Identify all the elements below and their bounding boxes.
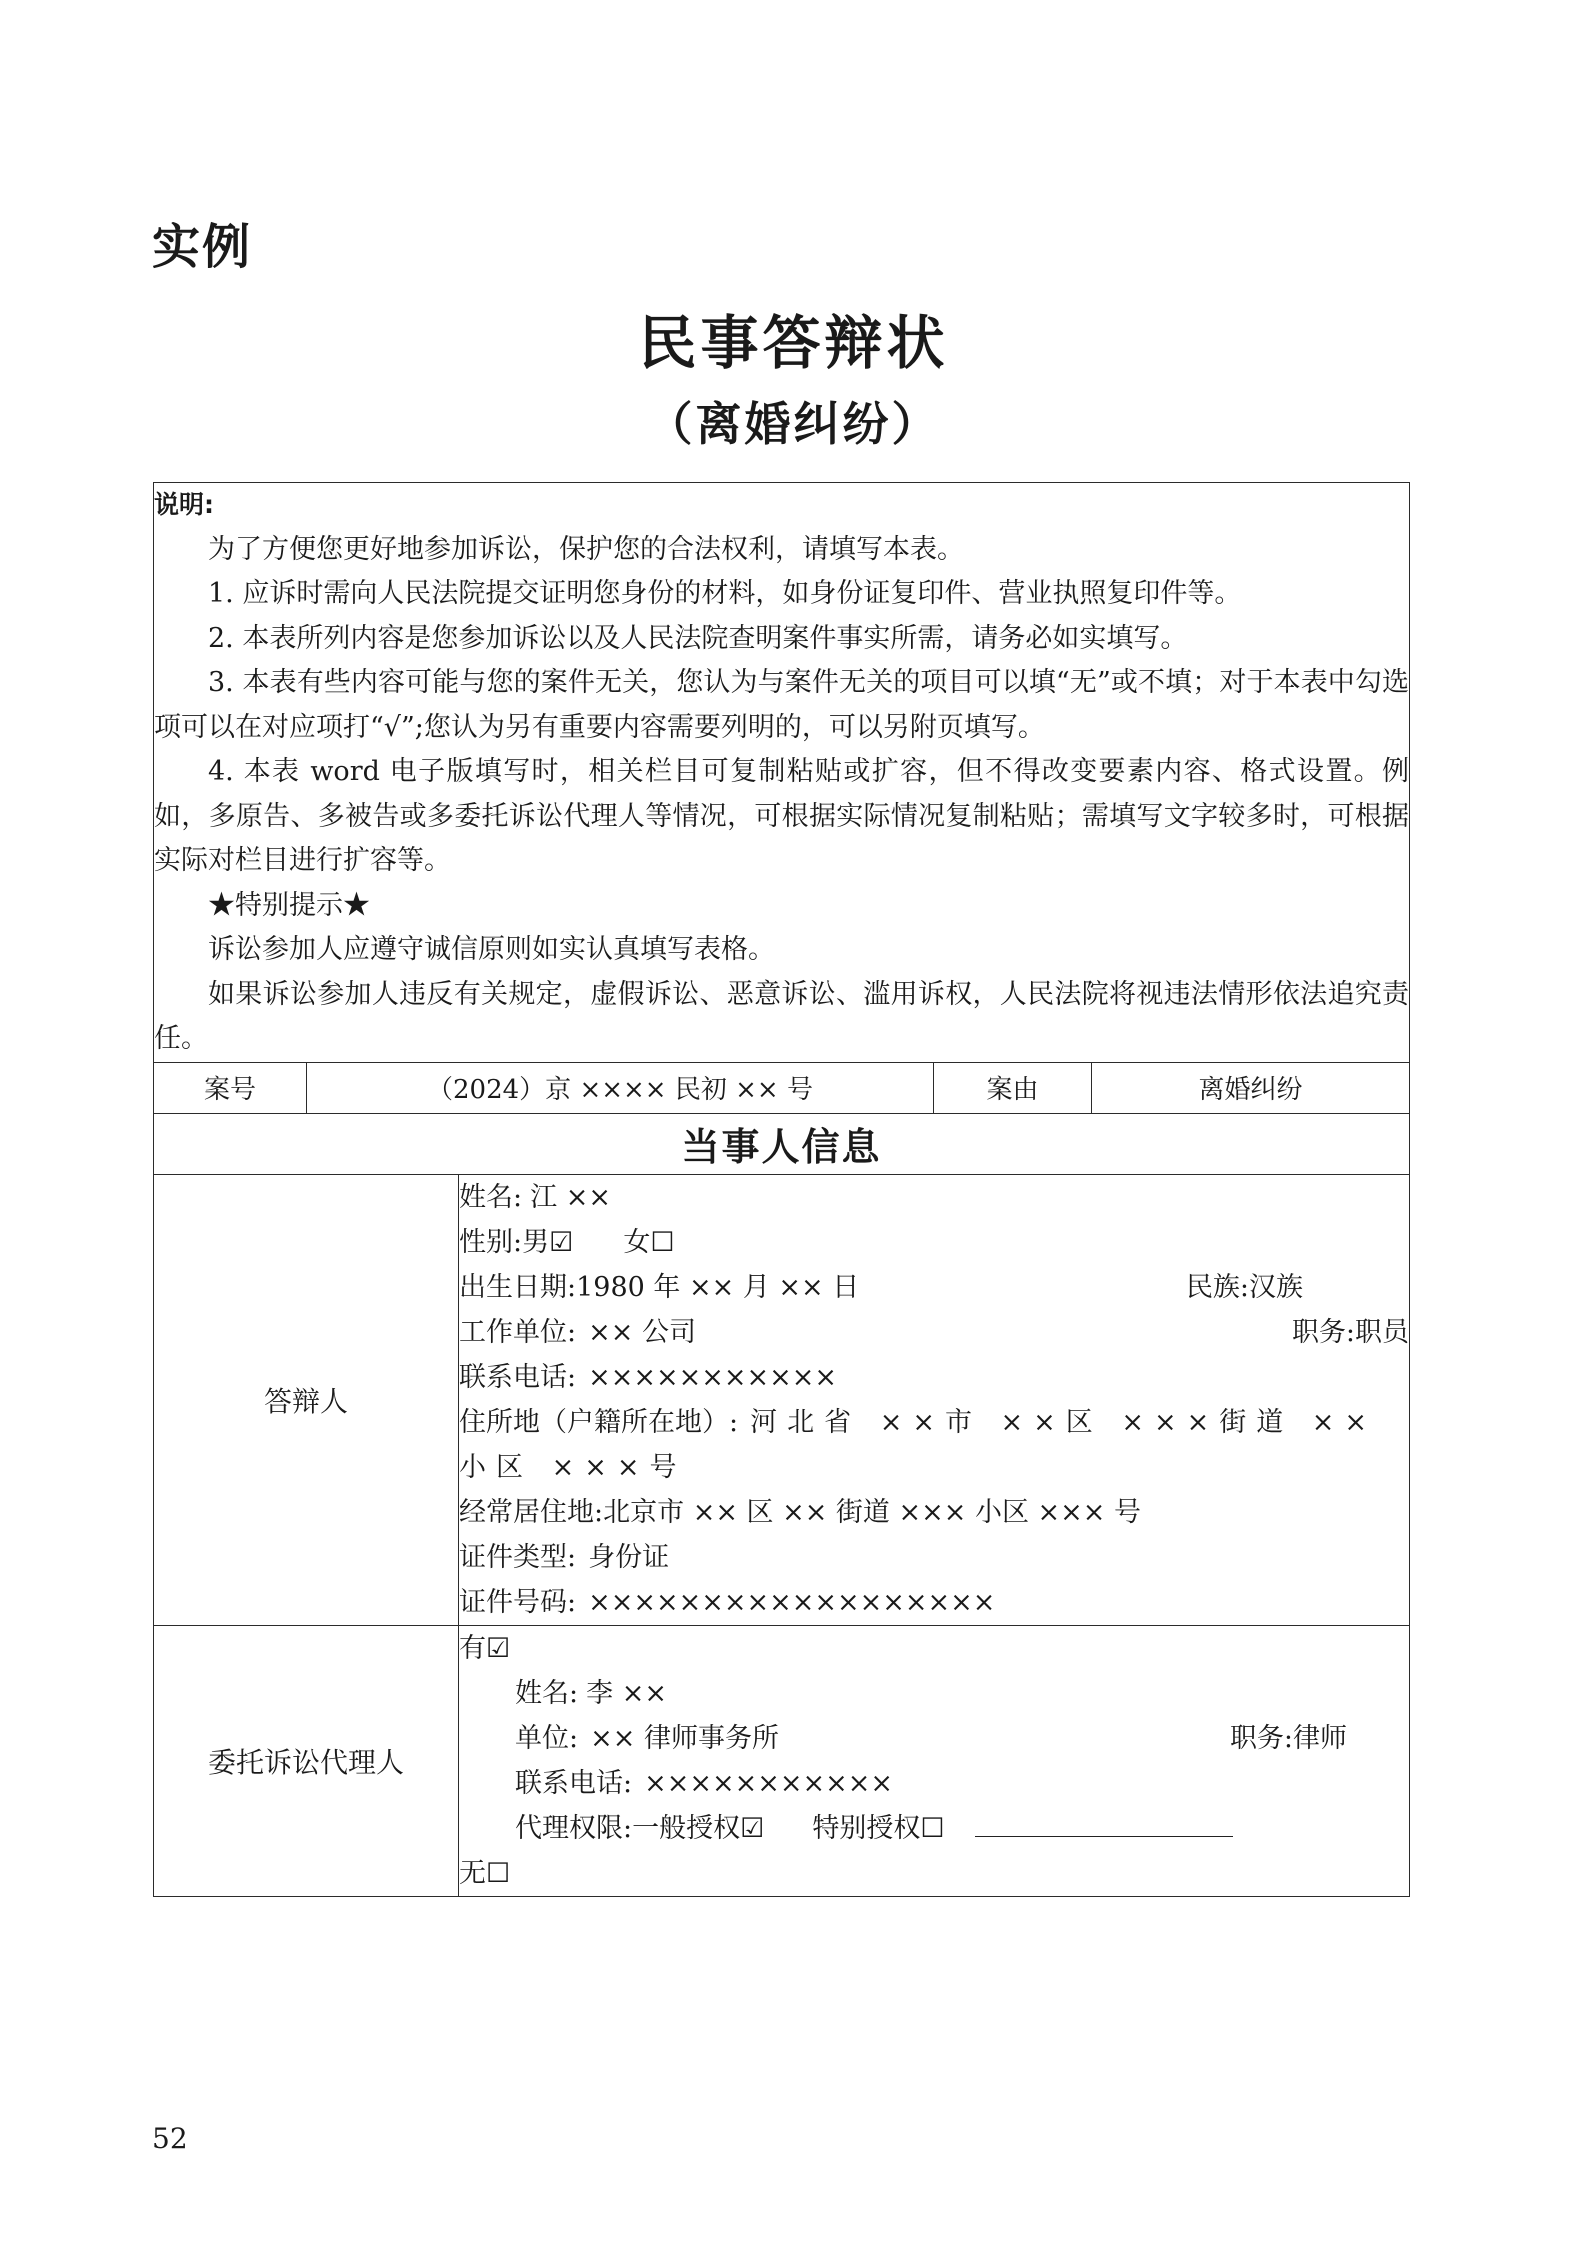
id-type-field[interactable]: 身份证 (588, 1541, 670, 1573)
general-authority-checkbox[interactable]: 一般授权☑ (632, 1812, 765, 1844)
agent-name-label: 姓名: (515, 1677, 579, 1709)
instruction-paragraph: 诉讼参加人应遵守诚信原则如实认真填写表格。 (208, 934, 775, 965)
ethnicity-label: 民族: (1185, 1271, 1250, 1303)
agent-role-label: 委托诉讼代理人 (154, 1625, 459, 1896)
defendant-info (459, 1174, 1410, 1625)
gender-label: 性别: (459, 1226, 523, 1258)
domicile-label: 住所地（户籍所在地）: (459, 1406, 739, 1438)
name-field[interactable]: 江 ×× (530, 1181, 611, 1213)
id-number-field[interactable]: ×××××××××××××××××× (588, 1586, 996, 1618)
agent-position-field[interactable]: 律师 (1293, 1722, 1348, 1754)
case-cause-field[interactable]: 离婚纠纷 (1092, 1062, 1410, 1113)
agent-info (459, 1625, 1410, 1896)
defendant-role-label: 答辩人 (154, 1174, 459, 1625)
residence-label: 经常居住地: (459, 1496, 604, 1528)
section-title: 当事人信息 (154, 1113, 1410, 1174)
agent-unit-field[interactable]: ×× 律师事务所 (590, 1722, 779, 1754)
agent-phone-label: 联系电话: (515, 1767, 633, 1799)
name-label: 姓名: (459, 1181, 523, 1213)
special-notice-heading: ★特别提示★ (208, 889, 370, 921)
residence-field[interactable]: 北京市 ×× 区 ×× 街道 ××× 小区 ××× 号 (603, 1496, 1141, 1528)
instruction-paragraph: 2. 本表所列内容是您参加诉讼以及人民法院查明案件事实所需，请务必如实填写。 (208, 622, 1188, 654)
page-number: 52 (152, 2122, 188, 2155)
document-subtitle: （离婚纠纷） (646, 397, 941, 451)
instruction-paragraph: 为了方便您更好地参加诉讼，保护您的合法权利，请填写本表。 (208, 533, 964, 565)
instruction-paragraph: 4. 本表 word 电子版填写时，相关栏目可复制粘贴或扩容，但不得改变要素内容、格式设置。例如，多原告、多被告或多委托诉讼代理人等情况，可根据实际情况复制粘贴；需填写文字较多时，可根据实际对栏目进行扩容等。 (154, 756, 1410, 876)
birth-label: 出生日期: (459, 1271, 577, 1303)
special-authority-blank[interactable] (975, 1806, 1233, 1837)
special-authority-checkbox[interactable]: 特别授权☐ (812, 1812, 945, 1844)
id-type-label: 证件类型: (459, 1541, 577, 1573)
employer-label: 工作单位: (459, 1316, 577, 1348)
instructions-panel (154, 483, 1410, 1063)
agent-yes-checkbox[interactable]: 有☑ (459, 1632, 511, 1664)
instructions-label: 说明: (154, 490, 214, 519)
phone-label: 联系电话: (459, 1361, 577, 1393)
id-number-label: 证件号码: (459, 1586, 577, 1618)
gender-male-checkbox[interactable]: 男☑ (522, 1226, 574, 1258)
case-cause-label: 案由 (934, 1062, 1092, 1113)
agent-unit-label: 单位: (515, 1722, 579, 1754)
defense-form-table (153, 482, 1410, 1897)
instruction-paragraph: 如果诉讼参加人违反有关规定，虚假诉讼、恶意诉讼、滥用诉权，人民法院将视违法情形依法追究责任。 (154, 978, 1410, 1054)
position-label: 职务: (1291, 1316, 1356, 1348)
instruction-paragraph: 1. 应诉时需向人民法院提交证明您身份的材料，如身份证复印件、营业执照复印件等。 (208, 578, 1242, 609)
instruction-paragraph: 3. 本表有些内容可能与您的案件无关，您认为与案件无关的项目可以填“无”或不填；对于本表中勾选项可以在对应项打“√”;您认为另有重要内容需要列明的，可以另附页填写。 (154, 667, 1410, 743)
agent-position-label: 职务: (1229, 1722, 1294, 1754)
domicile-field-continued[interactable]: 小区 ×××号 (459, 1451, 687, 1483)
agent-no-checkbox[interactable]: 无☐ (459, 1857, 511, 1889)
position-field[interactable]: 职员 (1355, 1316, 1410, 1348)
case-number-label: 案号 (154, 1062, 307, 1113)
ethnicity-field[interactable]: 汉族 (1249, 1271, 1304, 1303)
birth-field[interactable]: 1980 年 ×× 月 ×× 日 (576, 1271, 860, 1303)
agent-phone-field[interactable]: ××××××××××× (644, 1767, 893, 1799)
agent-name-field[interactable]: 李 ×× (586, 1677, 667, 1709)
page-heading: 实例 (152, 219, 253, 275)
case-number-field[interactable]: （2024）京 ×××× 民初 ×× 号 (307, 1062, 934, 1113)
authority-label: 代理权限: (515, 1812, 633, 1844)
domicile-field[interactable]: 河北省 ××市 ××区 ×××街道 ×× (750, 1406, 1378, 1438)
document-title: 民事答辩状 (638, 309, 949, 377)
phone-field[interactable]: ××××××××××× (588, 1361, 837, 1393)
gender-female-checkbox[interactable]: 女☐ (623, 1226, 675, 1258)
employer-field[interactable]: ×× 公司 (588, 1316, 696, 1348)
